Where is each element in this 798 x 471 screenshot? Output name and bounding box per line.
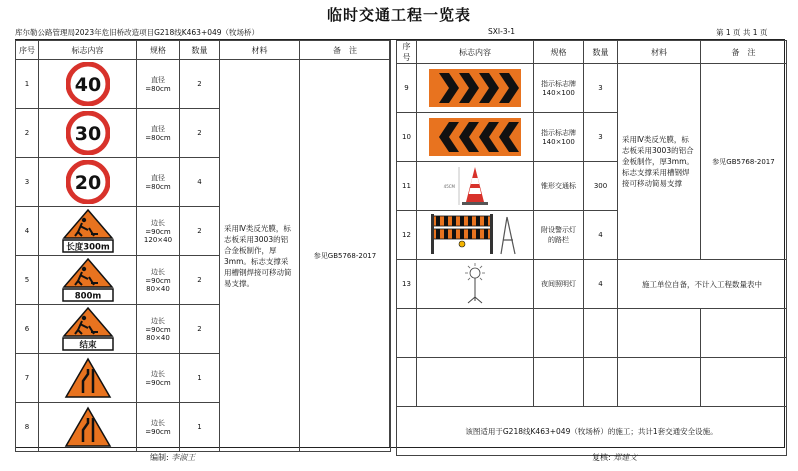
empty-cell (534, 309, 584, 358)
row-number: 11 (397, 162, 417, 211)
distance-plate-text: 结束 (78, 340, 97, 351)
spec-cell: 直径=80cm (137, 109, 180, 158)
sign-cell (417, 260, 534, 309)
sign-cell (417, 211, 534, 260)
header-material: 材料 (220, 41, 300, 60)
speed-value: 20 (74, 172, 101, 194)
qty-cell: 300 (584, 162, 618, 211)
sign-cell (417, 64, 534, 113)
page-title: 临时交通工程一览表 (326, 6, 471, 24)
speed-value: 30 (74, 123, 101, 145)
name-cell: 指示标志牌 140×100 (534, 113, 584, 162)
traffic-cone-icon (435, 164, 515, 208)
road-work-sign-icon (58, 208, 118, 254)
remark-cell: 参见GB5768-2017 (300, 60, 391, 452)
name-cell: 附设警示灯 的路栏 (534, 211, 584, 260)
checker-label: 复核: (592, 453, 611, 462)
row-number: 13 (397, 260, 417, 309)
sign-cell (39, 354, 137, 403)
qty-cell: 3 (584, 64, 618, 113)
checker-block (592, 452, 637, 463)
row-number: 4 (16, 207, 39, 256)
empty-cell (534, 358, 584, 407)
sign-cell (39, 403, 137, 452)
row-number: 3 (16, 158, 39, 207)
qty-cell: 2 (180, 305, 220, 354)
row-number: 12 (397, 211, 417, 260)
header-no: 序号 (16, 41, 39, 60)
empty-cell (417, 358, 534, 407)
name-cell: 指示标志牌 140×100 (534, 64, 584, 113)
qty-cell: 2 (180, 60, 220, 109)
spec-cell: 边长=90cm 80×40 (137, 305, 180, 354)
name-cell: 锥形交通标 (534, 162, 584, 211)
sign-cell (39, 60, 137, 109)
empty-cell (584, 358, 618, 407)
sign-cell (417, 162, 534, 211)
qty-cell: 2 (180, 109, 220, 158)
spec-cell: 直径=80cm (137, 60, 180, 109)
material-cell: 采用Ⅳ类反光膜，标志板采用3003的铝合金板制作，厚3mm。标志支撑采用槽钢焊接可移动简易支撑。 (220, 60, 300, 452)
sheet-frame (15, 39, 785, 448)
empty-cell (618, 309, 701, 358)
qty-cell: 4 (584, 260, 618, 309)
project-name: 库尔勒公路管理局2023年危旧桥改造项目G218线K463+049（牧场桥） (15, 28, 260, 37)
sign-cell (39, 305, 137, 354)
speed-limit-sign-icon (66, 111, 110, 155)
header-spec: 规格 (137, 41, 180, 60)
empty-row (397, 358, 787, 407)
header-sign: 标志内容 (417, 41, 534, 64)
lane-reduction-sign-icon (64, 357, 112, 399)
speed-limit-sign-icon (66, 62, 110, 106)
empty-cell (618, 358, 701, 407)
header-remark: 备 注 (701, 41, 787, 64)
applicability-row (397, 407, 787, 456)
empty-cell (701, 358, 787, 407)
empty-cell (397, 358, 417, 407)
row-number: 2 (16, 109, 39, 158)
page-number: 第 1 页 共 1 页 (716, 28, 768, 37)
empty-cell (417, 309, 534, 358)
remark-cell: 参见GB5768-2017 (701, 64, 787, 260)
header-sign: 标志内容 (39, 41, 137, 60)
spec-cell: 边长=90cm 120×40 (137, 207, 180, 256)
sign-cell (39, 256, 137, 305)
header-spec: 规格 (534, 41, 584, 64)
chevron-guide-sign-icon (429, 118, 521, 156)
row-number: 8 (16, 403, 39, 452)
sign-cell (39, 158, 137, 207)
spec-cell: 边长=90cm 80×40 (137, 256, 180, 305)
left-table (15, 40, 391, 452)
row-number: 1 (16, 60, 39, 109)
editor-block (150, 452, 195, 463)
right-table (396, 40, 787, 456)
table-row (397, 64, 787, 113)
row-number: 10 (397, 113, 417, 162)
qty-cell: 4 (584, 211, 618, 260)
empty-cell (584, 309, 618, 358)
header-material: 材料 (618, 41, 701, 64)
road-work-sign-icon (58, 257, 118, 303)
header-qty: 数量 (180, 41, 220, 60)
qty-cell: 3 (584, 113, 618, 162)
name-cell: 夜间照明灯 (534, 260, 584, 309)
qty-cell: 1 (180, 403, 220, 452)
empty-cell (701, 309, 787, 358)
self-provided-note: 施工单位自备，不计入工程数量表中 (618, 260, 787, 309)
night-lamp-icon (455, 263, 495, 305)
distance-plate-text: 800m (74, 291, 101, 302)
row-number: 6 (16, 305, 39, 354)
row-number: 9 (397, 64, 417, 113)
drawing-code: SXI-3-1 (488, 27, 516, 36)
applicability-note: 该图适用于G218线K463+049（牧场桥）的施工；共计1套交通安全设施。 (397, 407, 787, 456)
empty-row (397, 309, 787, 358)
sign-cell (39, 109, 137, 158)
empty-cell (397, 309, 417, 358)
sign-cell (39, 207, 137, 256)
road-work-sign-icon (58, 306, 118, 352)
qty-cell: 1 (180, 354, 220, 403)
qty-cell: 2 (180, 256, 220, 305)
row-number: 7 (16, 354, 39, 403)
qty-cell: 2 (180, 207, 220, 256)
material-cell: 采用Ⅳ类反光膜，标志板采用3003的铝合金板制作，厚3mm。标志支撑采用槽钢焊接可移动简易支撑 (618, 64, 701, 260)
lane-reduction-sign-icon (64, 406, 112, 448)
sign-cell (417, 113, 534, 162)
editor-signature: 李淑王 (171, 453, 196, 462)
speed-value: 40 (74, 74, 101, 96)
table-row (16, 60, 391, 109)
table-row (397, 260, 787, 309)
header-qty: 数量 (584, 41, 618, 64)
header-no: 序号 (397, 41, 417, 64)
qty-cell: 4 (180, 158, 220, 207)
spec-cell: 边长=90cm (137, 403, 180, 452)
chevron-guide-sign-icon (429, 69, 521, 107)
warning-barrier-icon (425, 214, 525, 256)
spec-cell: 直径=80cm (137, 158, 180, 207)
distance-plate-text: 长度300m (65, 242, 110, 253)
row-number: 5 (16, 256, 39, 305)
checker-signature: 郑建文 (613, 453, 638, 462)
cone-dimension: 45CM (443, 184, 455, 189)
header-remark: 备 注 (300, 41, 391, 60)
editor-label: 编制: (150, 453, 169, 462)
spec-cell: 边长=90cm (137, 354, 180, 403)
speed-limit-sign-icon (66, 160, 110, 204)
